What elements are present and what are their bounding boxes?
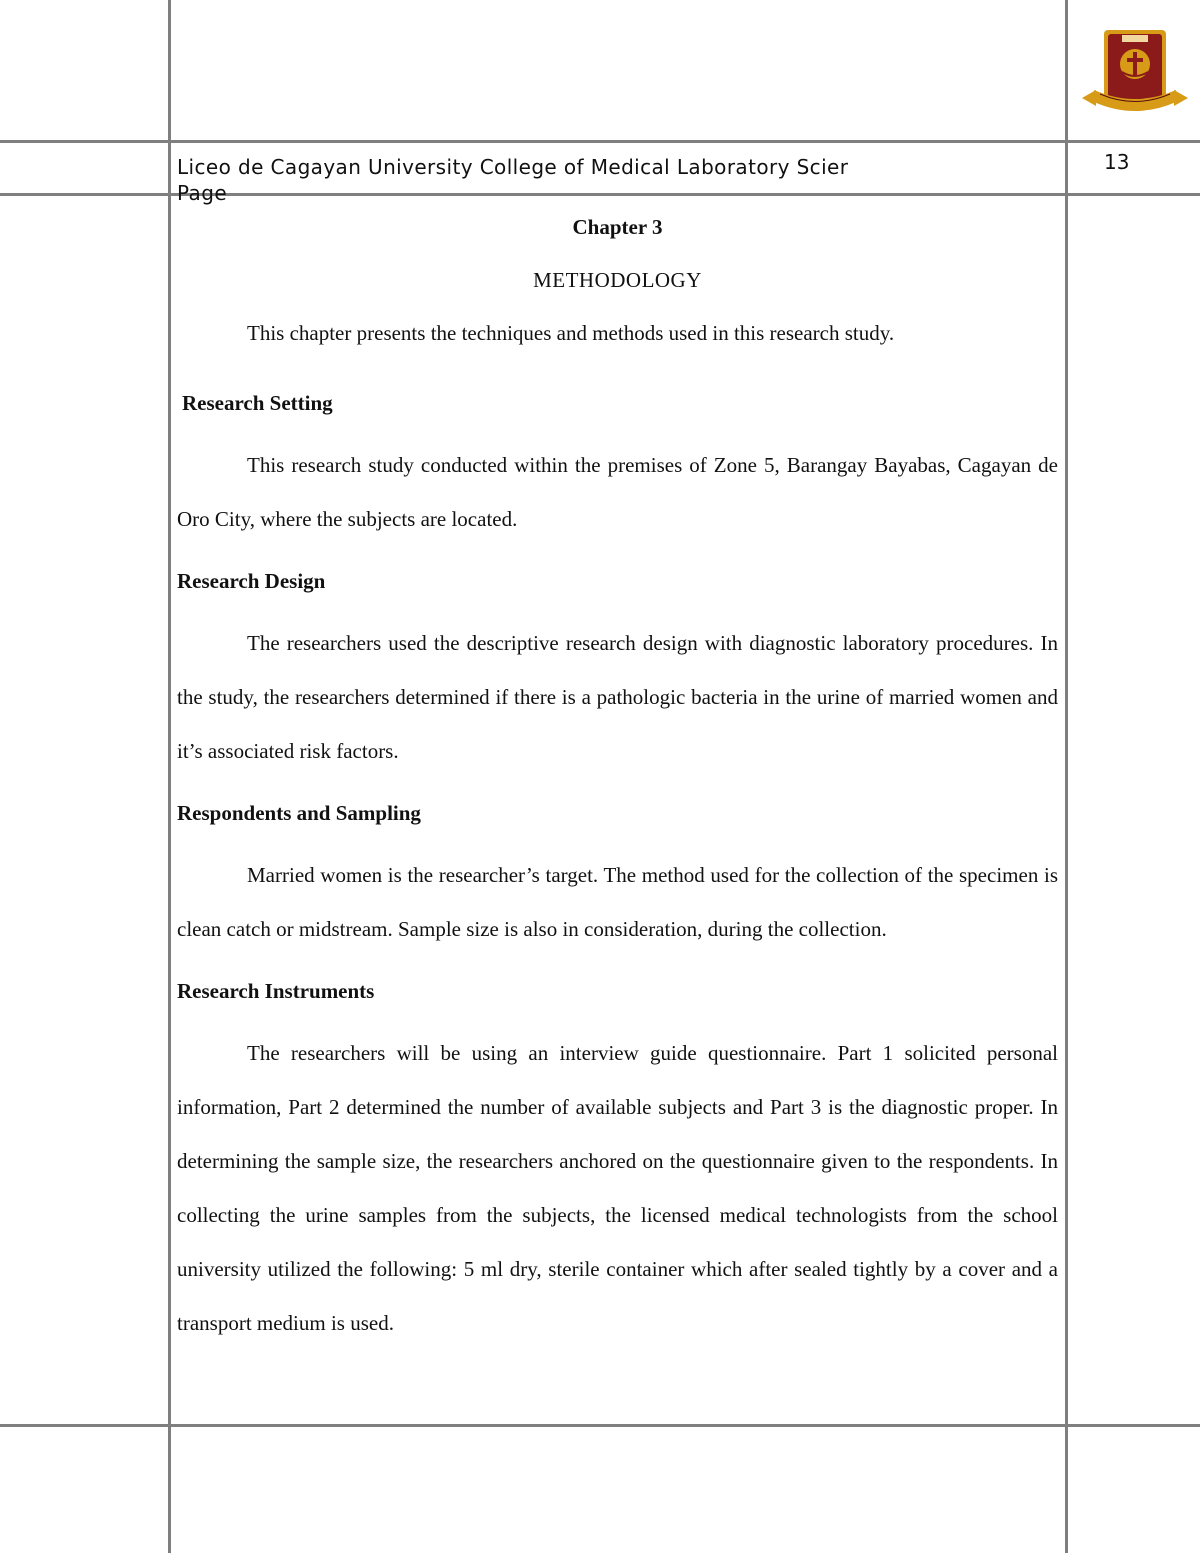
- left-margin-rule: [168, 0, 171, 1553]
- seal-ribbon-right-tail: [1174, 90, 1188, 106]
- section-paragraph-research-setting: This research study conducted within the premises of Zone 5, Barangay Bayabas, Cagayan de Oro City, where the subjects are located.: [177, 453, 1058, 531]
- seal-cross-vertical: [1133, 52, 1137, 76]
- right-margin-rule: [1065, 0, 1068, 1553]
- seal-ribbon-left-tail: [1082, 90, 1096, 106]
- section-heading-research-design: Research Design: [177, 569, 326, 593]
- header-top-rule: [0, 140, 1200, 143]
- section-paragraph-research-design: The researchers used the descriptive research design with diagnostic laboratory procedures. In the study, the researchers determined if there is a pathologic bacteria in the urine of married women and it’s associated risk factors.: [177, 631, 1058, 763]
- chapter-intro: This chapter presents the techniques and methods used in this research study.: [247, 321, 895, 345]
- chapter-title: METHODOLOGY: [533, 268, 702, 292]
- page-number: 13: [1104, 150, 1130, 174]
- seal-cross-horizontal: [1127, 58, 1143, 62]
- running-header: [177, 154, 1059, 206]
- section-paragraph-research-instruments: The researchers will be using an interview guide questionnaire. Part 1 solicited personal information, Part 2 determined the number of available subjects and Part 3 is the diagnostic proper. In determining the sample size, the researchers anchored on the questionnaire given to the respondents. In collecting the urine samples from the subjects, the licensed medical technologists from the school university utilized the following: 5 ml dry, sterile container which after sealed tightly by a cover and a transport medium is used.: [177, 1041, 1058, 1335]
- section-paragraph-respondents-sampling: Married women is the researcher’s target. The method used for the collection of the specimen is clean catch or midstream. Sample size is also in consideration, during the collection.: [177, 863, 1058, 941]
- running-header-page-label: Page: [177, 181, 228, 205]
- running-header-title: Liceo de Cagayan University College of Medical Laboratory Scier: [177, 155, 849, 179]
- chapter-number: Chapter 3: [572, 215, 663, 239]
- document-body: [177, 208, 1058, 1366]
- university-seal-logo: [1080, 28, 1190, 120]
- section-heading-research-setting: Research Setting: [182, 391, 333, 415]
- section-heading-research-instruments: Research Instruments: [177, 979, 375, 1003]
- footer-rule: [0, 1424, 1200, 1427]
- seal-top-banner: [1122, 35, 1148, 42]
- section-heading-respondents-sampling: Respondents and Sampling: [177, 801, 421, 825]
